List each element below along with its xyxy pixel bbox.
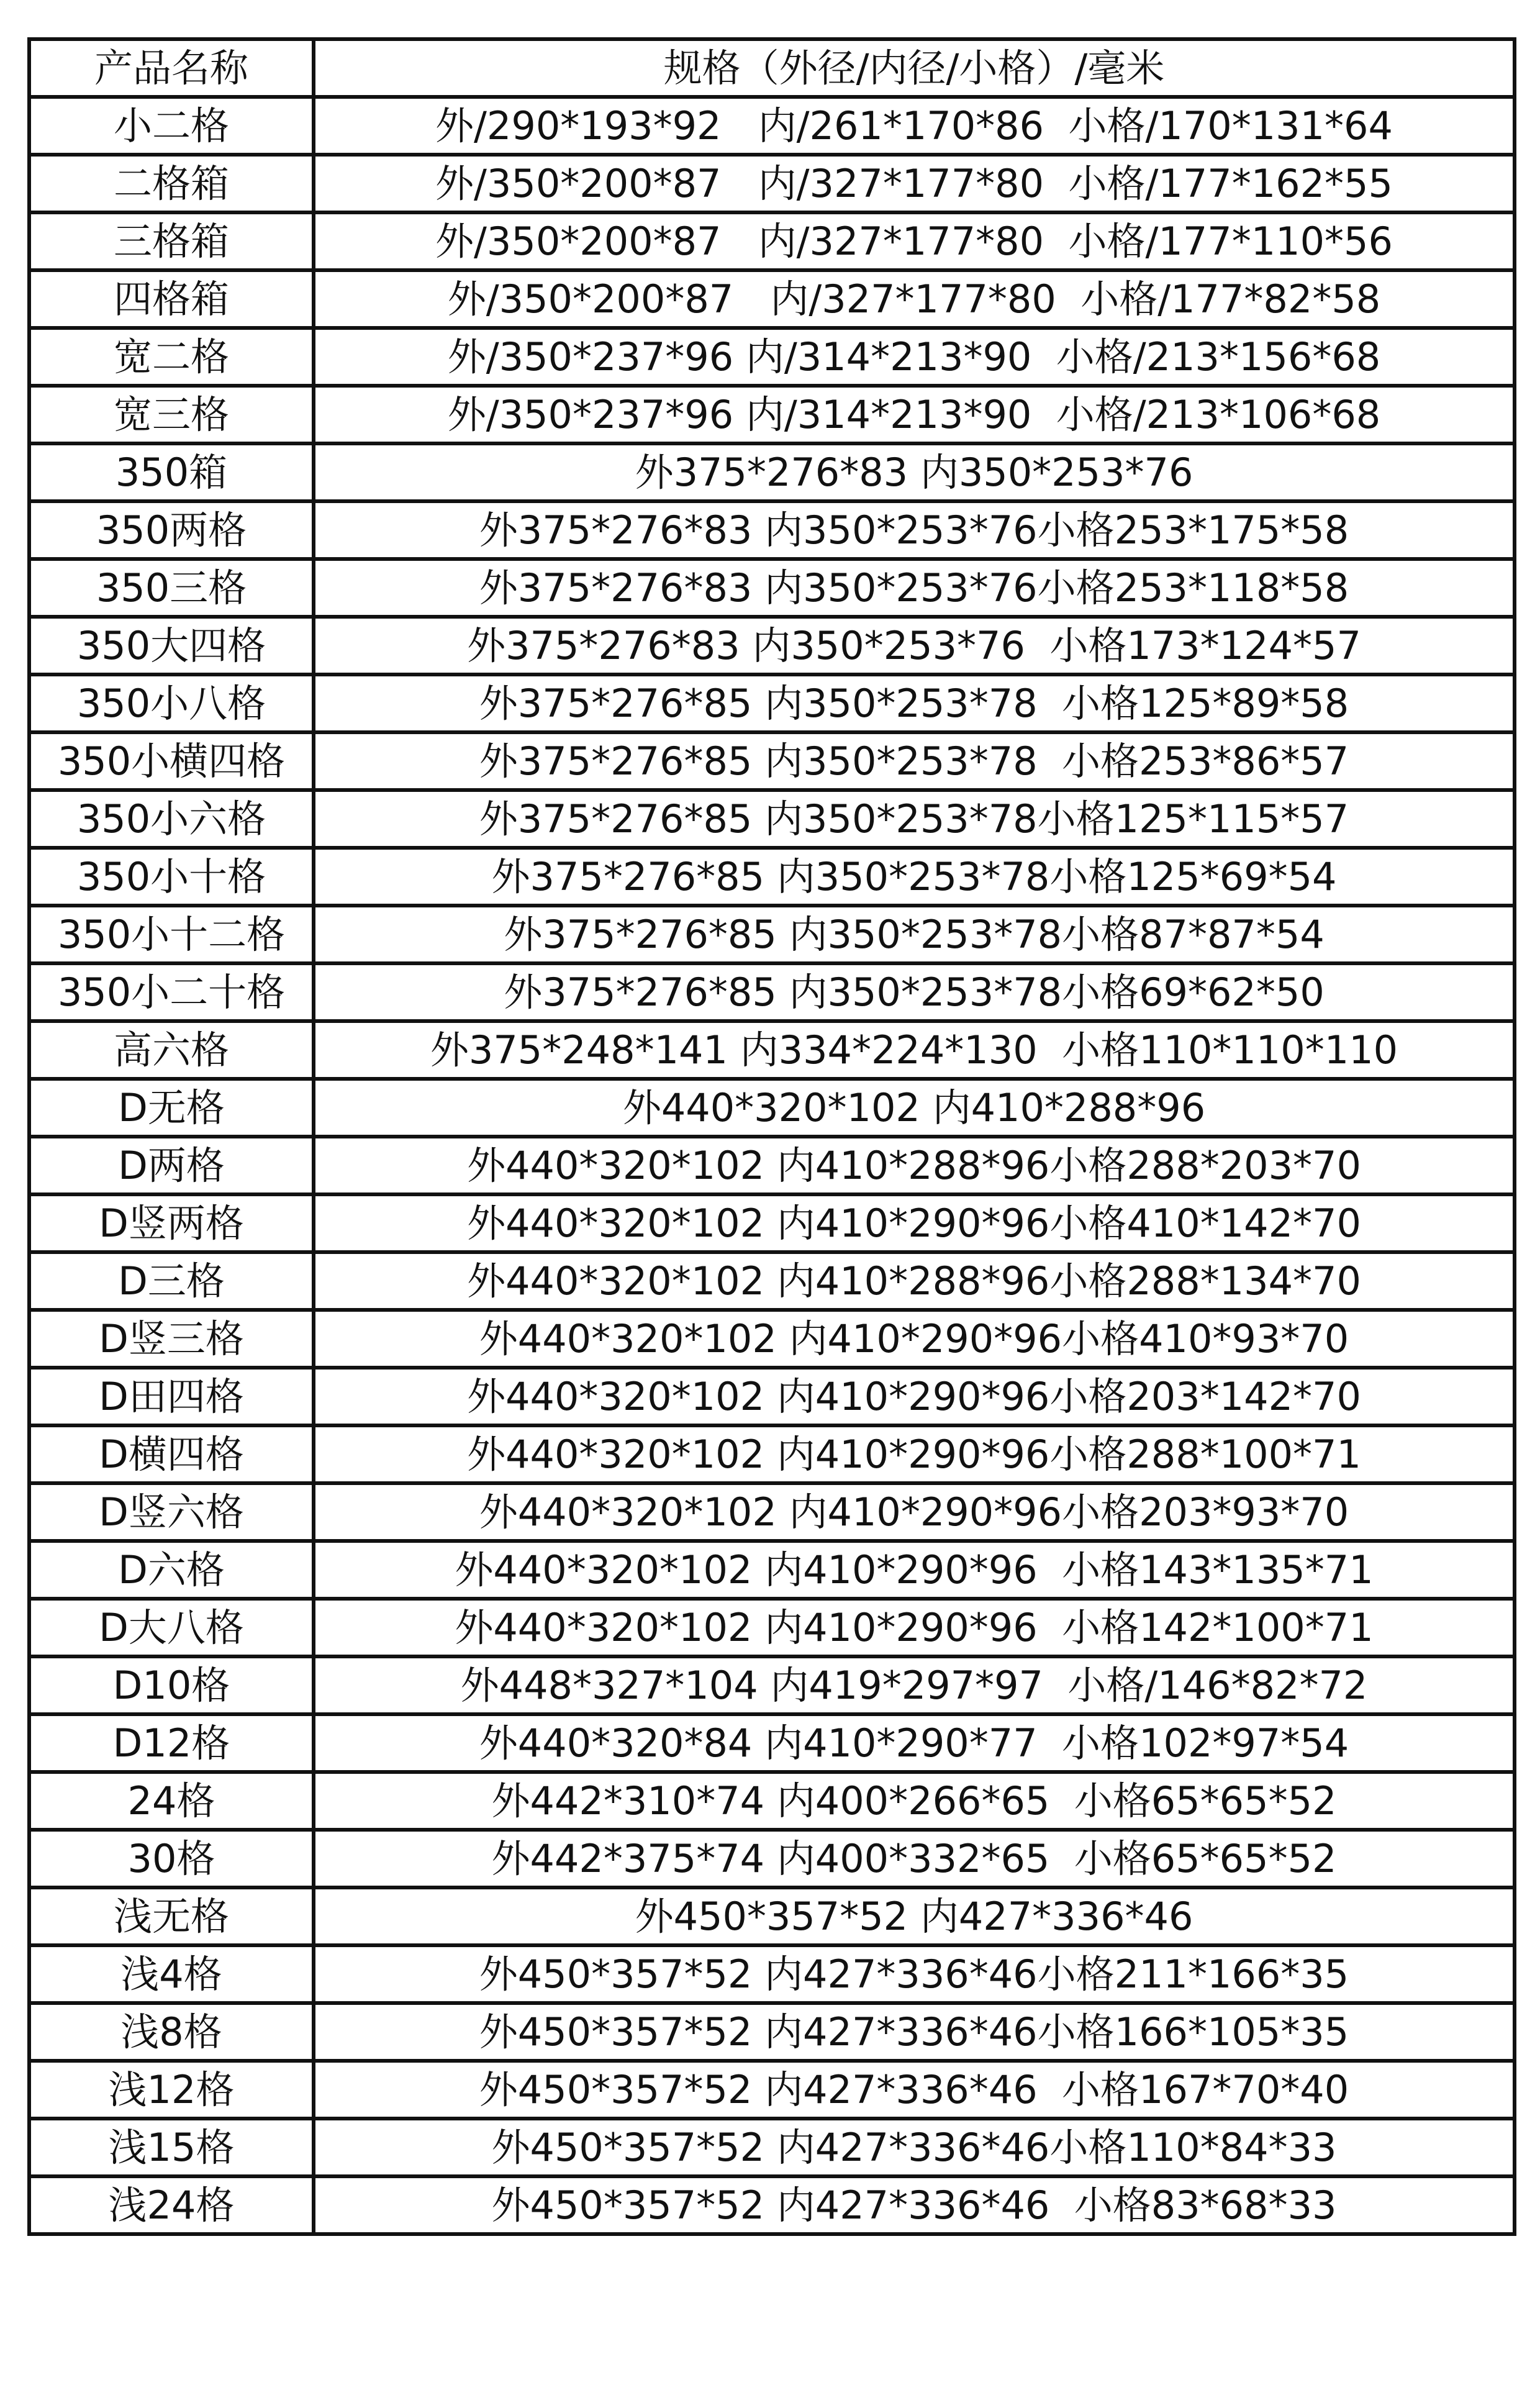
table-row (29, 1079, 1515, 1137)
spec-text: 外/350*200*87 内/327*177*80 小格/177*162*55 (435, 161, 1393, 206)
spec-cell (314, 790, 1515, 848)
spec-cell (314, 848, 1515, 906)
spec-cell (314, 1021, 1515, 1079)
spec-cell (314, 2003, 1515, 2061)
spec-text: 外375*276*83 内350*253*76 (635, 450, 1194, 495)
table-row (29, 963, 1515, 1021)
table-row (29, 848, 1515, 906)
spec-cell (314, 270, 1515, 328)
product-name-cell: 350箱 (29, 443, 314, 501)
table-row (29, 1830, 1515, 1888)
table-row (29, 1137, 1515, 1194)
product-name-cell: 浅8格 (29, 2003, 314, 2061)
product-name-cell: 浅12格 (29, 2061, 314, 2119)
product-name-cell: 宽三格 (29, 386, 314, 443)
spec-cell (314, 675, 1515, 732)
spec-cell (314, 1483, 1515, 1541)
spec-text: 外450*357*52 内427*336*46小格211*166*35 (479, 1951, 1349, 1997)
spec-text: 外450*357*52 内427*336*46小格166*105*35 (479, 2009, 1349, 2055)
table-row (29, 443, 1515, 501)
spec-text: 外442*310*74 内400*266*65 小格65*65*52 (491, 1778, 1337, 1824)
table-row (29, 559, 1515, 617)
spec-text: 外442*375*74 内400*332*65 小格65*65*52 (491, 1836, 1337, 1881)
spec-cell (314, 501, 1515, 559)
product-spec-table (27, 37, 1516, 2236)
table-row (29, 1021, 1515, 1079)
header-product-name: 产品名称 (29, 39, 314, 97)
table-row (29, 732, 1515, 790)
spec-cell (314, 1888, 1515, 1945)
product-name-cell: 24格 (29, 1772, 314, 1830)
spec-text: 外440*320*102 内410*290*96小格410*142*70 (467, 1201, 1361, 1246)
table-row (29, 328, 1515, 386)
spec-cell (314, 2176, 1515, 2234)
spec-cell (314, 2119, 1515, 2176)
product-name-cell: D无格 (29, 1079, 314, 1137)
spec-text: 外440*320*102 内410*290*96小格288*100*71 (467, 1432, 1361, 1477)
product-name-cell: 30格 (29, 1830, 314, 1888)
table-row (29, 212, 1515, 270)
spec-text: 外440*320*102 内410*290*96小格410*93*70 (479, 1316, 1349, 1361)
spec-text: 外450*357*52 内427*336*46 小格167*70*40 (479, 2067, 1349, 2112)
table-row (29, 386, 1515, 443)
product-name-cell: 四格箱 (29, 270, 314, 328)
table-row (29, 790, 1515, 848)
product-name-cell: 350两格 (29, 501, 314, 559)
table-row (29, 2119, 1515, 2176)
spec-text: 外450*357*52 内427*336*46 小格83*68*33 (491, 2183, 1337, 2228)
product-name-cell: 350小八格 (29, 675, 314, 732)
product-name-cell: D田四格 (29, 1368, 314, 1425)
spec-cell (314, 1079, 1515, 1137)
product-name-cell: D12格 (29, 1714, 314, 1772)
spec-text: 外440*320*102 内410*290*96 小格143*135*71 (455, 1547, 1374, 1592)
spec-cell (314, 617, 1515, 675)
spec-cell (314, 1194, 1515, 1252)
table-row (29, 97, 1515, 155)
table-body (29, 97, 1515, 2234)
spec-text: 外375*276*85 内350*253*78小格125*115*57 (479, 796, 1349, 842)
table-row (29, 1656, 1515, 1714)
table-row (29, 1310, 1515, 1368)
table-row (29, 1888, 1515, 1945)
table-row (29, 617, 1515, 675)
product-name-cell: D竖六格 (29, 1483, 314, 1541)
table-row (29, 1194, 1515, 1252)
spec-cell (314, 155, 1515, 212)
spec-text: 外375*276*85 内350*253*78小格87*87*54 (504, 912, 1325, 957)
product-name-cell: 浅24格 (29, 2176, 314, 2234)
table-row (29, 270, 1515, 328)
product-name-cell: 二格箱 (29, 155, 314, 212)
table-row (29, 1541, 1515, 1599)
spec-text: 外440*320*102 内410*288*96小格288*134*70 (467, 1258, 1361, 1304)
spec-text: 外440*320*102 内410*290*96小格203*93*70 (479, 1489, 1349, 1535)
spec-text: 外440*320*102 内410*288*96小格288*203*70 (467, 1143, 1361, 1188)
spec-cell (314, 1714, 1515, 1772)
spec-text: 外375*276*85 内350*253*78 小格125*89*58 (479, 681, 1349, 726)
spec-text: 外375*276*85 内350*253*78小格125*69*54 (491, 854, 1337, 899)
spec-cell (314, 1310, 1515, 1368)
product-name-cell: 宽二格 (29, 328, 314, 386)
spec-cell (314, 328, 1515, 386)
spec-cell (314, 1252, 1515, 1310)
table-row (29, 1252, 1515, 1310)
product-name-cell: 350小十格 (29, 848, 314, 906)
table-row (29, 1368, 1515, 1425)
product-name-cell: 浅无格 (29, 1888, 314, 1945)
spec-text: 外375*276*83 内350*253*76小格253*175*58 (479, 507, 1349, 553)
product-name-cell: 350大四格 (29, 617, 314, 675)
spec-cell (314, 1137, 1515, 1194)
table-row (29, 2003, 1515, 2061)
spec-sheet (27, 37, 1513, 2385)
spec-text: 外375*276*85 内350*253*78小格69*62*50 (504, 970, 1325, 1015)
spec-text: 外/290*193*92 内/261*170*86 小格/170*131*64 (435, 103, 1393, 148)
spec-cell (314, 1945, 1515, 2003)
spec-text: 外/350*237*96 内/314*213*90 小格/213*106*68 (447, 392, 1381, 437)
spec-text: 外/350*200*87 内/327*177*80 小格/177*110*56 (435, 219, 1393, 264)
product-name-cell: 350小六格 (29, 790, 314, 848)
spec-text: 外/350*200*87 内/327*177*80 小格/177*82*58 (447, 276, 1381, 322)
product-name-cell: 350小二十格 (29, 963, 314, 1021)
product-name-cell: D竖三格 (29, 1310, 314, 1368)
header-row (29, 39, 1515, 97)
spec-text: 外450*357*52 内427*336*46 (635, 1894, 1194, 1939)
product-name-cell: D大八格 (29, 1599, 314, 1656)
table-row (29, 1945, 1515, 2003)
spec-text: 外440*320*102 内410*290*96 小格142*100*71 (455, 1605, 1374, 1650)
spec-cell (314, 1599, 1515, 1656)
product-name-cell: 浅15格 (29, 2119, 314, 2176)
product-name-cell: D六格 (29, 1541, 314, 1599)
spec-cell (314, 443, 1515, 501)
spec-text: 外375*276*83 内350*253*76 小格173*124*57 (467, 623, 1361, 668)
spec-text: 外448*327*104 内419*297*97 小格/146*82*72 (460, 1663, 1368, 1708)
table-row (29, 155, 1515, 212)
spec-text: 外375*276*83 内350*253*76小格253*118*58 (479, 565, 1349, 611)
product-name-cell: D两格 (29, 1137, 314, 1194)
table-row (29, 1425, 1515, 1483)
product-name-cell: 350小横四格 (29, 732, 314, 790)
spec-cell (314, 559, 1515, 617)
table-row (29, 2061, 1515, 2119)
spec-cell (314, 732, 1515, 790)
spec-cell (314, 386, 1515, 443)
product-name-cell: D三格 (29, 1252, 314, 1310)
spec-text: 外375*276*85 内350*253*78 小格253*86*57 (479, 738, 1349, 784)
product-name-cell: D竖两格 (29, 1194, 314, 1252)
table-row (29, 906, 1515, 963)
table-row (29, 675, 1515, 732)
product-name-cell: 高六格 (29, 1021, 314, 1079)
spec-text: 外440*320*102 内410*288*96 (622, 1085, 1206, 1130)
table-row (29, 2176, 1515, 2234)
spec-cell (314, 212, 1515, 270)
spec-cell (314, 1656, 1515, 1714)
table-row (29, 501, 1515, 559)
product-name-cell: D10格 (29, 1656, 314, 1714)
spec-cell (314, 2061, 1515, 2119)
spec-text: 外450*357*52 内427*336*46小格110*84*33 (491, 2125, 1337, 2170)
product-name-cell: 三格箱 (29, 212, 314, 270)
spec-text: 外/350*237*96 内/314*213*90 小格/213*156*68 (447, 334, 1381, 379)
spec-text: 外440*320*102 内410*290*96小格203*142*70 (467, 1374, 1361, 1419)
spec-text: 外440*320*84 内410*290*77 小格102*97*54 (479, 1720, 1349, 1766)
table-row (29, 1483, 1515, 1541)
spec-cell (314, 1425, 1515, 1483)
table-row (29, 1599, 1515, 1656)
header-spec: 规格（外径/内径/小格）/毫米 (314, 39, 1515, 97)
spec-text: 外375*248*141 内334*224*130 小格110*110*110 (430, 1027, 1398, 1073)
table-row (29, 1772, 1515, 1830)
spec-cell (314, 1368, 1515, 1425)
spec-cell (314, 1541, 1515, 1599)
spec-cell (314, 1772, 1515, 1830)
product-name-cell: 350三格 (29, 559, 314, 617)
product-name-cell: 浅4格 (29, 1945, 314, 2003)
table-row (29, 1714, 1515, 1772)
spec-cell (314, 1830, 1515, 1888)
product-name-cell: 350小十二格 (29, 906, 314, 963)
spec-cell (314, 906, 1515, 963)
spec-cell (314, 97, 1515, 155)
product-name-cell: 小二格 (29, 97, 314, 155)
product-name-cell: D横四格 (29, 1425, 314, 1483)
spec-cell (314, 963, 1515, 1021)
